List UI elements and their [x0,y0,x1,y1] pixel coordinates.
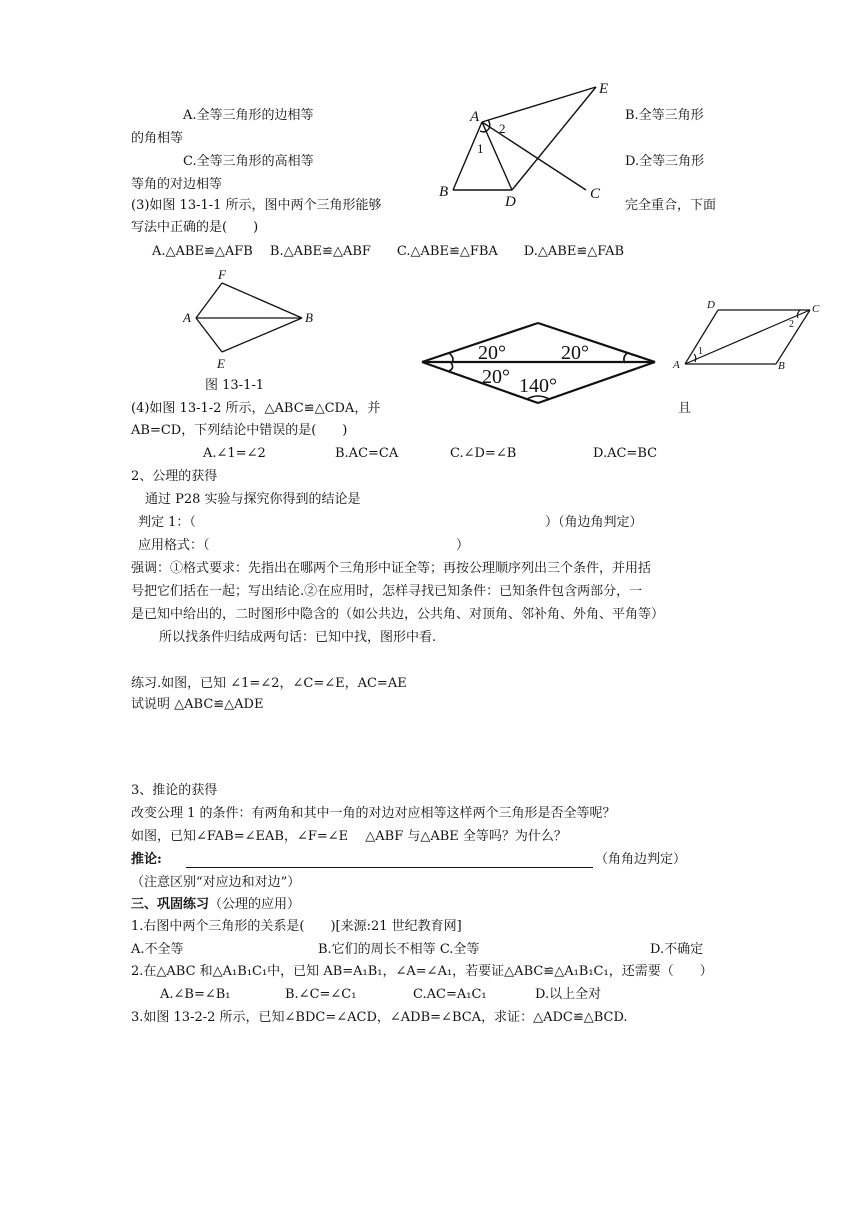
rhombus-angle-upper-right: 20° [561,342,589,364]
emphasis-line4: 所以找条件归结成两句话：已知中找，图形中看. [159,630,437,645]
exercise2-option-c: C.AC=A₁C₁ [413,987,487,1002]
triangle-label-a: A [470,109,480,125]
rhombus-angle-bottom: 140° [519,375,557,397]
q2-option-b-continued: 的角相等 [131,131,184,146]
triangle-label-c: C [590,186,601,202]
figure-triangle-ade [420,72,620,212]
format-right: ） [456,538,470,553]
exercise1-line: 1.右图中两个三角形的关系是( )[来源:21 世纪教育网] [131,919,462,934]
judge1-right: ）（角边角判定） [545,515,643,530]
part3-subtitle: （公理的应用） [209,897,301,912]
q4-option-d: D.AC=BC [593,446,658,461]
parallelogram-label-a: A [673,359,680,371]
triangle-label-e: E [599,81,609,97]
exercise2-line: 2.在△ABC 和△A₁B₁C₁中，已知 AB=A₁B₁，∠A=∠A₁，若要证△ABC≌△A₁B₁C₁，还需要（ ） [131,964,713,979]
corollary-blank-underline [186,867,593,868]
kite-label-e: E [217,356,225,371]
q4-line2: AB=CD，下列结论中错误的是( ) [131,423,348,438]
kite-label-f: F [218,267,226,282]
practice-line1: 练习.如图，已知 ∠1=∠2，∠C=∠E，AC=AE [131,676,407,691]
parallelogram-label-1: 1 [698,346,703,357]
emphasis-line3: 是已知中给出的，二时图形中隐含的（如公共边，公共角、对顶角、邻补角、外角、平角等） [131,607,665,622]
triangle-label-b: B [439,184,449,200]
section2-intro: 通过 P28 实验与探究你得到的结论是 [145,492,361,507]
figure-parallelogram-abcd [670,296,830,376]
rhombus-angle-upper-left: 20° [478,342,506,364]
exercise2-option-a: A.∠B=∠B₁ [160,987,231,1002]
triangle-label-2: 2 [499,121,506,136]
exercise2-option-b: B.∠C=∠C₁ [285,987,357,1002]
q2-option-b: B.全等三角形 [625,108,704,123]
exercise1-option-bc: B.它们的周长不相等 C.全等 [318,942,480,957]
triangle-label-1: 1 [477,141,484,156]
q3-line2: 写法中正确的是( ) [131,220,259,235]
format-left: 应用格式：（ [138,538,210,553]
q2-option-d: D.全等三角形 [625,154,705,169]
q2-option-c: C.全等三角形的高相等 [183,154,314,169]
figure-kite-afbe [175,262,325,377]
corollary-note: （注意区别“对应边和对边”） [131,875,301,890]
corollary-right: （角角边判定） [595,852,687,867]
emphasis-line2: 号把它们括在一起；写出结论.②在应用时，怎样寻找已知条件：已知条件包含两部分，一 [131,584,643,599]
judge1-left: 判定 1：（ [138,515,196,530]
q4-line1-left: (4)如图 13-1-2 所示，△ABC≌△CDA，并 [131,401,381,416]
triangle-label-d: D [505,194,516,210]
part3-heading [131,897,300,913]
parallelogram-label-b: B [778,360,785,372]
corollary-label: 推论: [131,852,162,867]
section3-title: 3、推论的获得 [131,783,218,798]
q4-option-c: C.∠D=∠B [450,446,517,461]
figure-rhombus-angles [415,315,665,411]
parallelogram-label-d: D [707,299,715,311]
section3-line2: 如图，已知∠FAB=∠EAB，∠F=∠E △ABF 与△ABE 全等吗？为什么？ [131,829,567,844]
rhombus-angle-lower-left: 20° [482,366,510,388]
exercise3-line: 3.如图 13-2-2 所示，已知∠BDC=∠ACD，∠ADB=∠BCA，求证：△ADC≌△BCD. [131,1010,628,1025]
exercise2-option-d: D.以上全对 [535,987,602,1002]
kite-label-b: B [305,310,313,325]
q4-line1-right: 且 [678,401,692,416]
q2-option-d-continued: 等角的对边相等 [131,177,223,192]
part3-title: 三、巩固练习 [131,897,210,912]
q2-option-a: A.全等三角形的边相等 [183,108,314,123]
kite-label-a: A [183,310,191,325]
q3-line1-right: 完全重合，下面 [625,198,717,213]
parallelogram-label-c: C [812,303,820,315]
parallelogram-label-2: 2 [789,319,794,330]
q3-line1-left: (3)如图 13-1-1 所示，图中两个三角形能够 [131,198,382,213]
section3-line1: 改变公理 1 的条件：有两角和其中一角的对边对应相等这样两个三角形是否全等呢？ [131,806,616,821]
figure-caption: 图 13-1-1 [205,378,265,393]
practice-line2: 试说明 △ABC≌△ADE [131,697,264,712]
exercise1-option-d: D.不确定 [650,942,704,957]
section2-title: 2、公理的获得 [131,469,218,484]
emphasis-line1: 强调：①格式要求：先指出在哪两个三角形中证全等；再按公理顺序列出三个条件，并用括 [131,561,652,576]
q4-option-b: B.AC=CA [335,446,399,461]
q4-option-a: A.∠1=∠2 [203,446,266,461]
q3-options: A.△ABE≌△AFB B.△ABE≌△ABF C.△ABE≌△FBA D.△ABE≌△FAB [152,244,625,259]
exercise1-option-a: A.不全等 [131,942,184,957]
